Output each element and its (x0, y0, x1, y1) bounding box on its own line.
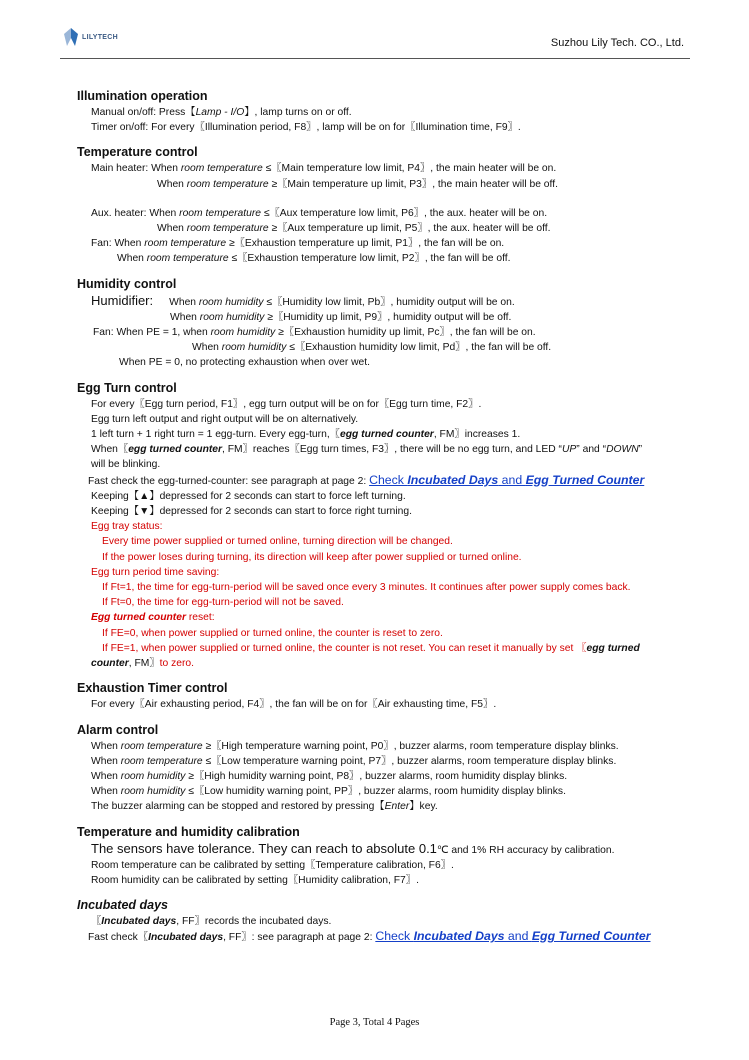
page-footer: Page 3, Total 4 Pages (329, 1017, 420, 1028)
text-line: For every〖Air exhausting period, F4〗, the fan will be on for〖Air exhausting time, F5〗. (91, 699, 497, 711)
company-logo (64, 28, 118, 46)
lilytech-logo-icon (64, 28, 78, 46)
text-line: When room humidity ≥〖High humidity warning point, P8〗, buzzer alarms, room humidity display blinks. (91, 770, 568, 782)
section-title: Incubated days (77, 898, 168, 913)
text-line: 〖Incubated days, FF〗records the incubated days. (91, 916, 332, 928)
text-line: Main heater: When room temperature ≤〖Main temperature low limit, P4〗, the main heater will be on. (91, 163, 557, 175)
text-line: When〖egg turned counter, FM〗reaches〖Egg turn times, F3〗, there will be no egg turn, and LED “UP” and “DOWN” (91, 444, 643, 456)
section-title: Illumination operation (77, 89, 208, 103)
text-line: When room humidity ≤〖Low humidity warning point, PP〗, buzzer alarms, room humidity display blinks. (91, 786, 566, 798)
text-line: When room temperature ≤〖Exhaustion temperature low limit, P2〗, the fan will be off. (117, 253, 511, 265)
text-line: When room temperature ≤〖Low temperature warning point, P7〗, buzzer alarms, room temperature display blinks. (91, 755, 617, 767)
text-line: When room humidity ≥〖Humidity up limit, P9〗, humidity output will be off. (170, 311, 512, 323)
section-title: Exhaustion Timer control (77, 681, 228, 696)
text-line: Manual on/off: Press【Lamp - I/O】, lamp turns on or off. (91, 107, 352, 118)
text-line: Fan: When room temperature ≥〖Exhaustion temperature up limit, P1〗, the fan will be on. (91, 238, 505, 250)
text-line: For every〖Egg turn period, F1〗, egg turn output will be on for〖Egg turn time, F2〗. (91, 398, 482, 410)
text-line: will be blinking. (91, 459, 161, 471)
text-line: The sensors have tolerance. They can reach to absolute 0.1℃ and 1% RH accuracy by calibration. (91, 840, 615, 856)
text-line: Room humidity can be calibrated by setting〖Humidity calibration, F7〗. (91, 874, 419, 886)
text-line: 1 left turn + 1 right turn = 1 egg-turn. Every egg-turn,〖egg turned counter, FM〗increases 1. (91, 429, 521, 441)
text-line: If FE=1, when power supplied or turned online, the counter is not reset. You can reset it manually by set 〖egg turned (102, 642, 640, 654)
text-line: Egg tray status: (91, 521, 163, 533)
check-link[interactable]: Check Incubated Days and Egg Turned Counter (375, 929, 651, 944)
page-header (60, 22, 690, 59)
text-line: If Ft=1, the time for egg-turn-period will be saved once every 3 minutes. It continues after power supply comes back. (102, 582, 631, 594)
logo-text: LILYTECH (82, 33, 118, 41)
text-line: Egg turned counter reset: (91, 612, 215, 624)
text-line: Keeping【▲】depressed for 2 seconds can start to force left turning. (91, 490, 406, 502)
section-title: Humidity control (77, 276, 177, 291)
text-line: The buzzer alarming can be stopped and restored by pressing【Enter】key. (91, 801, 438, 813)
text-line: Timer on/off: For every〖Illumination period, F8〗, lamp will be on for〖Illumination time, F9〗. (91, 122, 521, 134)
section-title: Alarm control (77, 722, 159, 737)
text-line: Humidifier: When room humidity ≤〖Humidity low limit, Pb〗, humidity output will be on. (91, 292, 515, 308)
document-body (77, 88, 697, 946)
section-title: Temperature control (77, 145, 198, 160)
text-line: Aux. heater: When room temperature ≤〖Aux temperature low limit, P6〗, the aux. heater will be on. (91, 207, 548, 219)
company-name: Suzhou Lily Tech. CO., Ltd. (550, 37, 684, 49)
text-line: Egg turn period time saving: (91, 566, 220, 578)
text-line: Keeping【▼】depressed for 2 seconds can start to force right turning. (91, 506, 412, 518)
text-line: Fast check the egg-turned-counter: see paragraph at page 2: Check Incubated Days and Egg Turned Counter (88, 472, 645, 487)
text-line: counter, FM〗to zero. (91, 658, 194, 670)
text-line: When PE = 0, no protecting exhaustion when over wet. (119, 357, 370, 369)
text-line: Room temperature can be calibrated by setting〖Temperature calibration, F6〗. (91, 859, 454, 871)
section-title: Temperature and humidity calibration (77, 824, 300, 839)
text-line: Every time power supplied or turned online, turning direction will be changed. (102, 536, 453, 548)
section-title: Egg Turn control (77, 380, 177, 395)
text-line: If Ft=0, the time for egg-turn-period will not be saved. (102, 597, 344, 609)
text-line: Fast check〖Incubated days, FF〗: see paragraph at page 2: Check Incubated Days and Egg Turned Counter (88, 929, 651, 944)
text-line: If the power loses during turning, its direction will keep after power supplied or turned online. (102, 551, 522, 563)
text-line: When room temperature ≥〖Main temperature up limit, P3〗, the main heater will be off. (157, 178, 558, 190)
text-line: Egg turn left output and right output will be on alternatively. (91, 413, 359, 425)
text-line: When room temperature ≥〖Aux temperature up limit, P5〗, the aux. heater will be off. (157, 223, 551, 235)
text-line: Fan: When PE = 1, when room humidity ≥〖Exhaustion humidity up limit, Pc〗, the fan will be on. (93, 327, 536, 339)
check-link[interactable]: Check Incubated Days and Egg Turned Counter (369, 472, 645, 487)
text-line: When room humidity ≤〖Exhaustion humidity low limit, Pd〗, the fan will be off. (192, 342, 552, 354)
text-line: If FE=0, when power supplied or turned online, the counter is reset to zero. (102, 627, 443, 639)
text-line: When room temperature ≥〖High temperature warning point, P0〗, buzzer alarms, room temperature display blinks. (91, 740, 619, 752)
